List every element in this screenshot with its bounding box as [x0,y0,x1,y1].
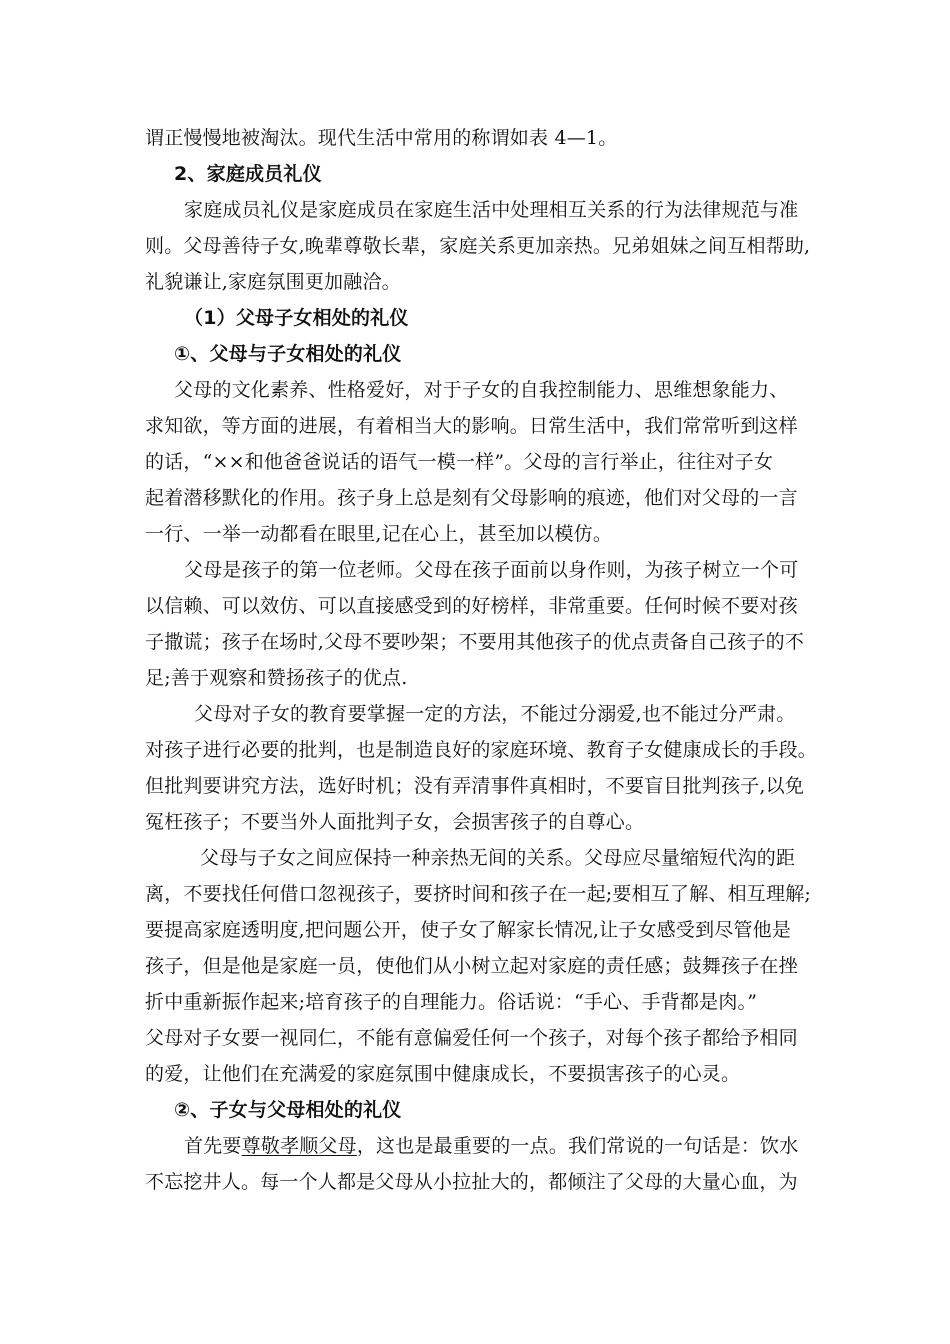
paragraph-line: 但批判要讲究方法，选好时机；没有弄清事件真相时，不要盲目批判孩子,以免 [145,775,805,797]
subsection-heading: ②、子女与父母相处的礼仪 [174,1099,402,1121]
paragraph-line: 礼貌谦让,家庭氛围更加融洽。 [145,271,401,293]
paragraph-line: 足;善于观察和赞扬孩子的优点. [145,667,408,689]
underlined-phrase: 尊敬孝顺父母 [241,1135,357,1157]
paragraph-line: 父母与子女之间应保持一种亲热无间的关系。父母应尽量缩短代沟的距 [200,847,796,869]
paragraph-line: 的爱，让他们在充满爱的家庭氛围中健康成长，不要损害孩子的心灵。 [145,1063,741,1085]
paragraph-line: 离，不要找任何借口忽视孩子，要挤时间和孩子在一起;要相互了解、相互理解; [145,883,812,905]
paragraph-line: 父母是孩子的第一位老师。父母在孩子面前以身作则，为孩子树立一个可 [184,559,799,581]
paragraph-line: 则。父母善待子女,晚辈尊敬长辈，家庭关系更加亲热。兄弟姐妹之间互相帮助, [145,235,811,257]
paragraph-line: 谓正慢慢地被淘汰。现代生活中常用的称谓如表 4—1。 [145,127,618,149]
paragraph-line: 求知欲，等方面的进展，有着相当大的影响。日常生活中，我们常常听到这样 [145,415,798,437]
paragraph-line: 冤枉孩子；不要当外人面批判子女，会损害孩子的自尊心。 [145,811,645,833]
section-heading: 2、家庭成员礼仪 [174,163,322,185]
paragraph-line: 折中重新振作起来;培育孩子的自理能力。俗话说：“手心、手背都是肉。” [145,991,758,1013]
paragraph-line: 的话，“××和他爸爸说话的语气一模一样”。父母的言行举止，往往对子女 [145,451,774,473]
paragraph-line: 要提高家庭透明度,把问题公开，使子女了解家长情况,让子女感受到尽管他是 [145,919,792,941]
paragraph-line: 孩子，但是他是家庭一员，使他们从小树立起对家庭的责任感；鼓舞孩子在挫 [145,955,798,977]
paragraph-line: 起着潜移默化的作用。孩子身上总是刻有父母影响的痕迹，他们对父母的一言 [145,487,798,509]
paragraph-line: 家庭成员礼仪是家庭成员在家庭生活中处理相互关系的行为法律规范与准 [184,199,799,221]
paragraph-line: 不忘挖井人。每一个人都是父母从小拉扯大的，都倾注了父母的大量心血，为 [145,1171,798,1193]
paragraph-line: 父母对子女的教育要掌握一定的方法，不能过分溺爱,也不能过分严肃。 [194,703,796,725]
paragraph-line: 对孩子进行必要的批判，也是制造良好的家庭环境、教育子女健康成长的手段。 [145,739,818,761]
subsection-heading: （1）父母子女相处的礼仪 [184,307,409,329]
paragraph-line: 父母对子女要一视同仁，不能有意偏爱任何一个孩子，对每个孩子都给予相同 [145,1027,798,1049]
paragraph-line: 一行、一举一动都看在眼里,记在心上，甚至加以模仿。 [145,523,613,545]
paragraph-line: 以信赖、可以效仿、可以直接感受到的好榜样，非常重要。任何时候不要对孩 [145,595,798,617]
subsection-heading: ①、父母与子女相处的礼仪 [174,343,402,365]
paragraph-line: 子撒谎；孩子在场时,父母不要吵架；不要用其他孩子的优点责备自己孩子的不 [145,631,805,653]
paragraph-line: 首先要尊敬孝顺父母，这也是最重要的一点。我们常说的一句话是：饮水 [184,1135,799,1157]
paragraph-line: 父母的文化素养、性格爱好，对于子女的自我控制能力、思维想象能力、 [174,379,789,401]
